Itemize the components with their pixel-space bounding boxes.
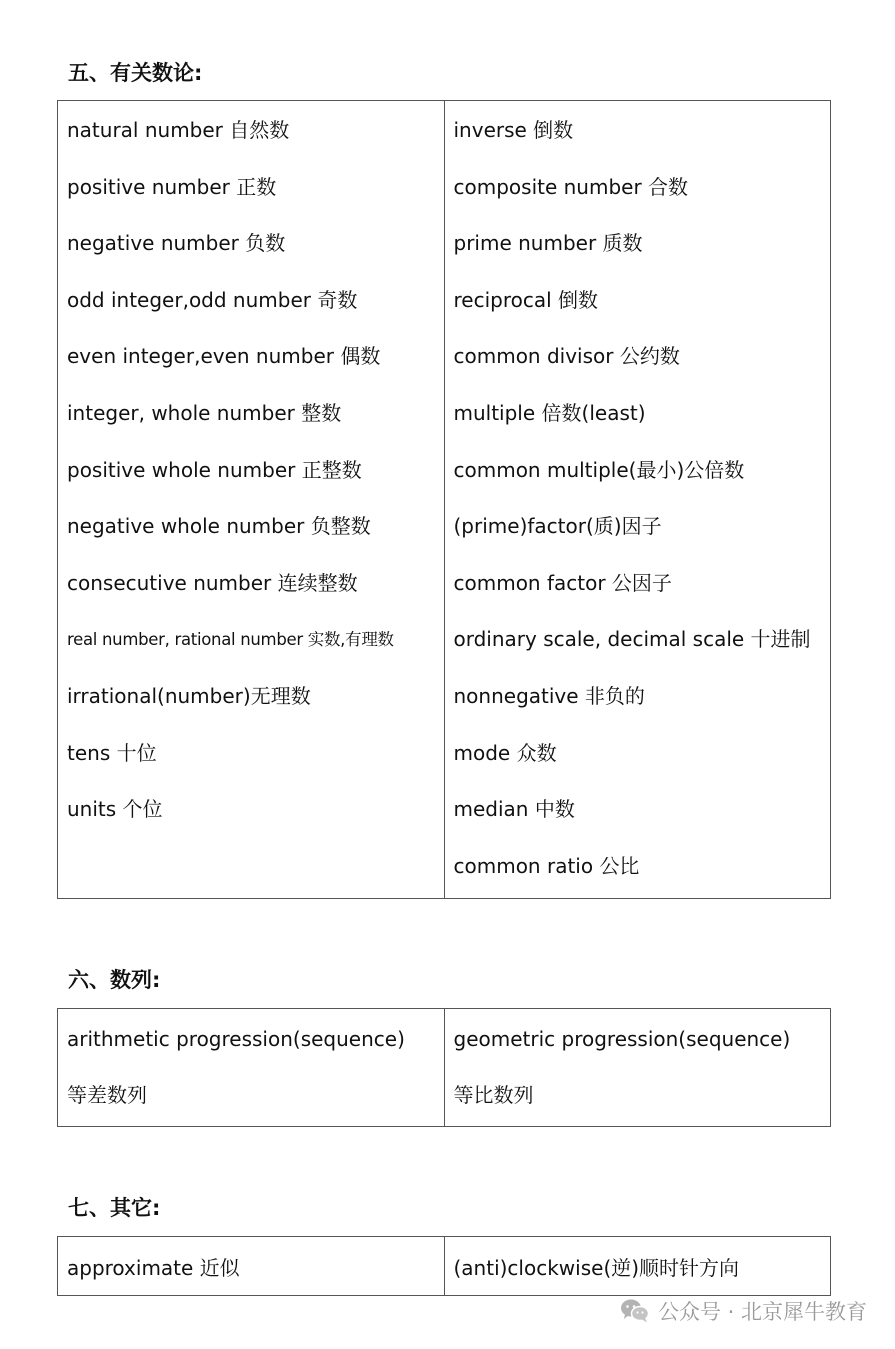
list-item: positive whole number 正整数: [67, 457, 362, 482]
other-left-cell: [58, 1237, 445, 1296]
other-right-cell: [444, 1237, 831, 1296]
list-item: reciprocal 倒数: [453, 287, 599, 312]
list-item: common multiple(最小)公倍数: [453, 457, 745, 482]
list-item: 等比数列: [453, 1083, 534, 1107]
list-item: real number, rational number 实数,有理数: [67, 630, 394, 650]
list-item: geometric progression(sequence): [453, 1027, 791, 1051]
list-item: common ratio 公比: [453, 853, 640, 878]
section-title-sequences: 六、数列:: [68, 968, 161, 992]
table-row: [58, 101, 831, 899]
empty-cell: [67, 842, 435, 899]
table-row: [58, 1237, 831, 1296]
table-row: [58, 1009, 831, 1127]
list-item: arithmetic progression(sequence): [67, 1027, 405, 1051]
sequences-right-column: [444, 1009, 831, 1127]
list-item: even integer,even number 偶数: [67, 344, 381, 369]
list-item: integer, whole number 整数: [67, 400, 342, 425]
number-theory-table: [57, 100, 831, 899]
watermark-text: 公众号 · 北京犀牛教育: [657, 1300, 867, 1324]
other-table: [57, 1236, 831, 1296]
list-item: median 中数: [453, 797, 575, 822]
list-item: ordinary scale, decimal scale 十进制: [453, 627, 811, 652]
list-item: (anti)clockwise(逆)顺时针方向: [453, 1256, 740, 1280]
list-item: common divisor 公约数: [453, 344, 680, 369]
list-item: common factor 公因子: [453, 570, 672, 595]
list-item: mode 众数: [453, 740, 557, 765]
list-item: negative number 负数: [67, 231, 286, 256]
list-item: consecutive number 连续整数: [67, 570, 358, 595]
list-item: composite number 合数: [453, 174, 689, 199]
section-title-other: 七、其它:: [68, 1196, 161, 1220]
section-title-number-theory: 五、有关数论:: [68, 61, 203, 85]
list-item: units 个位: [67, 797, 163, 822]
list-item: (prime)factor(质)因子: [453, 514, 662, 539]
list-item: natural number 自然数: [67, 118, 290, 142]
list-item: 等差数列: [67, 1083, 147, 1107]
list-item: prime number 质数: [453, 231, 643, 256]
sequences-table: [57, 1008, 831, 1127]
list-item: positive number 正数: [67, 174, 277, 199]
watermark: [620, 1296, 867, 1326]
list-item: odd integer,odd number 奇数: [67, 287, 358, 312]
list-item: nonnegative 非负的: [453, 683, 645, 708]
list-item: tens 十位: [67, 740, 157, 765]
wechat-icon: [620, 1298, 650, 1324]
list-item: approximate 近似: [67, 1256, 240, 1280]
list-item: irrational(number)无理数: [67, 683, 311, 708]
number-theory-left-column: [58, 101, 445, 899]
list-item: multiple 倍数(least): [453, 400, 646, 425]
sequences-left-column: [58, 1009, 445, 1127]
list-item: negative whole number 负整数: [67, 514, 371, 539]
list-item: inverse 倒数: [453, 118, 574, 142]
number-theory-right-column: [444, 101, 831, 899]
